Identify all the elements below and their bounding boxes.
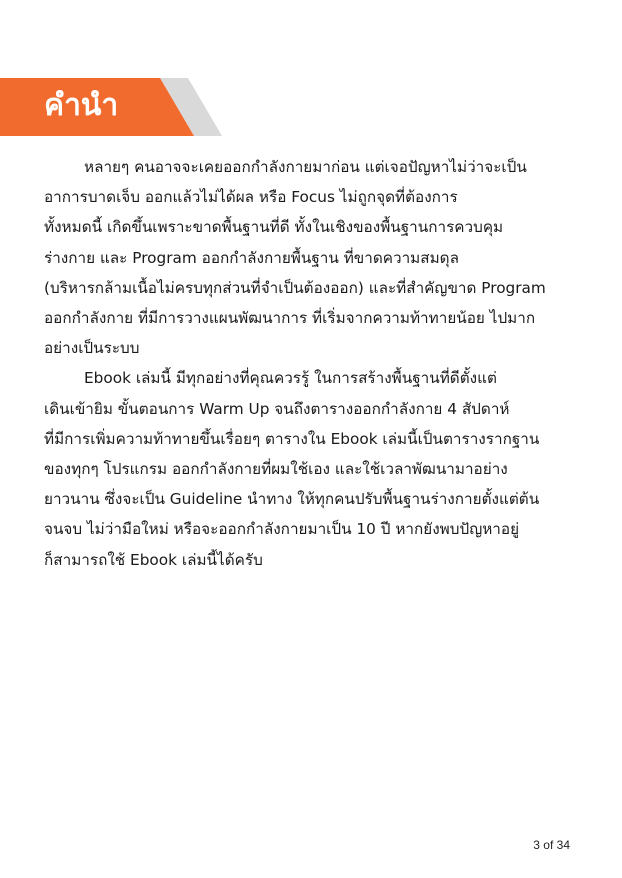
body-text — [44, 152, 564, 575]
page-number: 3 of 34 — [533, 838, 570, 852]
paragraph-line: ทั้งหมดนี้ เกิดขึ้นเพราะขาดพื้นฐานที่ดี ทั้งในเชิงของพื้นฐานการควบคุม — [44, 218, 504, 237]
paragraph-line: อาการบาดเจ็บ ออกแล้วไม่ได้ผล หรือ Focus ไม่ถูกจุดที่ต้องการ — [44, 188, 458, 207]
paragraph-1 — [44, 152, 564, 363]
paragraph-line: ของทุกๆ โปรแกรม ออกกำลังกายที่ผมใช้เอง และใช้เวลาพัฒนามาอย่าง — [44, 460, 508, 479]
paragraph-line: ที่มีการเพิ่มความท้าทายขึ้นเรื่อยๆ ตารางใน Ebook เล่มนี้เป็นตารางรากฐาน — [44, 429, 540, 448]
paragraph-line: หลายๆ คนอาจจะเคยออกกำลังกายมาก่อน แต่เจอปัญหาไม่ว่าจะเป็น — [84, 158, 527, 176]
paragraph-2 — [44, 363, 564, 574]
page-title: คำนำ — [44, 88, 119, 123]
paragraph-line: ยาวนาน ซึ่งจะเป็น Guideline นำทาง ให้ทุกคนปรับพื้นฐานร่างกายตั้งแต่ต้น — [44, 490, 540, 509]
paragraph-line: Ebook เล่มนี้ มีทุกอย่างที่คุณควรรู้ ในการสร้างพื้นฐานที่ดีตั้งแต่ — [84, 369, 497, 388]
paragraph-line: ก็สามารถใช้ Ebook เล่มนี้ได้ครับ — [44, 550, 263, 569]
paragraph-line: ออกกำลังกาย ที่มีการวางแผนพัฒนาการ ที่เริ่มจากความท้าทายน้อย ไปมาก — [44, 309, 536, 328]
paragraph-line: จนจบ ไม่ว่ามือใหม่ หรือจะออกกำลังกายมาเป็น 10 ปี หากยังพบปัญหาอยู่ — [44, 520, 520, 539]
paragraph-line: เดินเข้ายิม ขั้นตอนการ Warm Up จนถึงตารางออกกำลังกาย 4 สัปดาห์ — [44, 399, 510, 418]
paragraph-line: (บริหารกล้ามเนื้อไม่ครบทุกส่วนที่จำเป็นต้องออก) และที่สำคัญขาด Program — [44, 278, 546, 297]
heading-banner — [0, 78, 222, 136]
paragraph-line: ร่างกาย และ Program ออกกำลังกายพื้นฐาน ที่ขาดความสมดุล — [44, 248, 459, 267]
paragraph-line: อย่างเป็นระบบ — [44, 339, 140, 358]
